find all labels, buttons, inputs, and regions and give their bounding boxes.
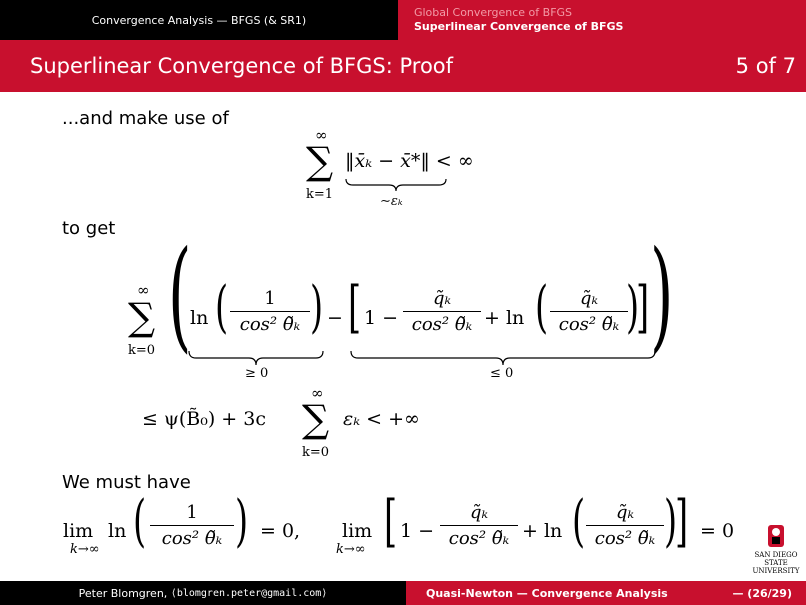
- nav-item-global-convergence[interactable]: Global Convergence of BFGS: [413, 6, 573, 19]
- fraction-q-over-cos-1: [403, 288, 481, 335]
- lim-subscript-1: k→∞: [70, 542, 100, 557]
- author-name: Peter Blomgren,: [78, 586, 168, 600]
- equals-zero-1: = 0,: [260, 520, 301, 542]
- one-minus-2: 1 −: [400, 520, 435, 542]
- frame-title: Superlinear Convergence of BFGS: Proof: [30, 54, 454, 78]
- lim-operator-1: lim: [63, 520, 94, 542]
- section-title[interactable]: Convergence Analysis — BFGS (& SR1): [0, 0, 398, 40]
- bracket-open: [: [348, 275, 362, 340]
- sum1-sigma: ∑: [306, 139, 334, 183]
- university-logo: [750, 523, 802, 575]
- text-to-get: to get: [62, 218, 116, 239]
- sum3-lower-limit: k=0: [302, 445, 330, 460]
- lim-subscript-2: k→∞: [336, 542, 366, 557]
- frame-counter: 5 of 7: [735, 54, 796, 78]
- fraction-numerator: q̃ₖ: [615, 502, 635, 523]
- nav-item-superlinear-convergence[interactable]: Superlinear Convergence of BFGS: [413, 20, 624, 33]
- paren-open-1: (: [215, 275, 229, 340]
- fraction-denominator: cos² θ̃ₖ: [594, 528, 656, 549]
- paren-close-4: ): [664, 489, 678, 554]
- subsection-nav: [398, 0, 806, 40]
- underbrace-le0-label: ≤ 0: [490, 366, 514, 381]
- underbrace-ge0-label: ≥ 0: [245, 366, 269, 381]
- footer-page: — (26/29): [732, 586, 792, 600]
- bracket-close: ]: [636, 275, 650, 340]
- fraction-denominator: cos² θ̃ₖ: [161, 528, 223, 549]
- header-bar: [0, 0, 806, 40]
- underbrace-1: [345, 178, 447, 192]
- sum2-upper-limit: ∞: [137, 281, 150, 299]
- bound-right-expression: εₖ < +∞: [343, 408, 420, 430]
- underbrace-ge0: [188, 350, 324, 366]
- paren-open-3: (: [133, 489, 147, 554]
- text-we-must-have: We must have: [62, 472, 191, 493]
- frame-title-bar: [0, 40, 806, 92]
- paren-close-2: ): [626, 275, 640, 340]
- sum3-sigma: ∑: [302, 397, 330, 441]
- footer-author: [0, 581, 406, 605]
- fraction-q-over-cos-3: [440, 502, 518, 549]
- sum3-upper-limit: ∞: [311, 384, 324, 402]
- fraction-numerator: 1: [186, 502, 198, 523]
- fraction-numerator: q̃ₖ: [579, 288, 599, 309]
- logo-emblem-icon: [765, 523, 787, 549]
- text-make-use-of: ...and make use of: [62, 108, 229, 129]
- fraction-denominator: cos² θ̃ₖ: [239, 314, 301, 335]
- ln-operator-2: ln: [108, 520, 127, 542]
- fraction-denominator: cos² θ̃ₖ: [411, 314, 473, 335]
- paren-open-2: (: [535, 275, 549, 340]
- underbrace-le0: [350, 350, 656, 366]
- minus-sign: −: [327, 307, 343, 329]
- plus-ln: + ln: [484, 307, 525, 329]
- logo-line-1: SAN DIEGO STATE: [754, 551, 798, 567]
- fraction-numerator: q̃ₖ: [432, 288, 452, 309]
- underbrace-1-label: ∼εₖ: [380, 194, 403, 209]
- fraction-1-over-cos: [230, 288, 310, 335]
- equals-zero-2: = 0: [700, 520, 735, 542]
- lim-operator-2: lim: [342, 520, 373, 542]
- one-minus: 1 −: [364, 307, 399, 329]
- sum1-upper-limit: ∞: [315, 126, 328, 144]
- bracket-open-2: [: [384, 489, 398, 554]
- fraction-1-over-cos-2: [150, 502, 234, 549]
- sum2-sigma: ∑: [128, 295, 156, 339]
- author-email[interactable]: ⟨blomgren.peter@gmail.com⟩: [170, 587, 328, 599]
- footer-topic[interactable]: Quasi-Newton — Convergence Analysis: [426, 586, 668, 600]
- paren-close-3: ): [235, 489, 249, 554]
- plus-ln-2: + ln: [522, 520, 563, 542]
- fraction-numerator: q̃ₖ: [469, 502, 489, 523]
- big-right-paren: ): [650, 226, 674, 365]
- big-left-paren: (: [168, 226, 192, 365]
- logo-line-2: UNIVERSITY: [752, 567, 800, 575]
- norm-expression: ‖x̄ₖ − x̄*‖ < ∞: [345, 150, 474, 172]
- bracket-close-2: ]: [675, 489, 689, 554]
- footer-bar: [0, 581, 806, 605]
- paren-close-1: ): [310, 275, 324, 340]
- sum2-lower-limit: k=0: [128, 343, 156, 358]
- fraction-denominator: cos² θ̃ₖ: [448, 528, 510, 549]
- fraction-denominator: cos² θ̃ₖ: [558, 314, 620, 335]
- footer-topic-bar: [406, 581, 806, 605]
- paren-open-4: (: [572, 489, 586, 554]
- fraction-q-over-cos-4: [586, 502, 664, 549]
- bound-left-expression: ≤ ψ(B̃₀) + 3c: [142, 408, 266, 430]
- fraction-q-over-cos-2: [550, 288, 628, 335]
- ln-operator-1: ln: [190, 307, 209, 329]
- fraction-numerator: 1: [264, 288, 276, 309]
- sum1-lower-limit: k=1: [306, 187, 334, 202]
